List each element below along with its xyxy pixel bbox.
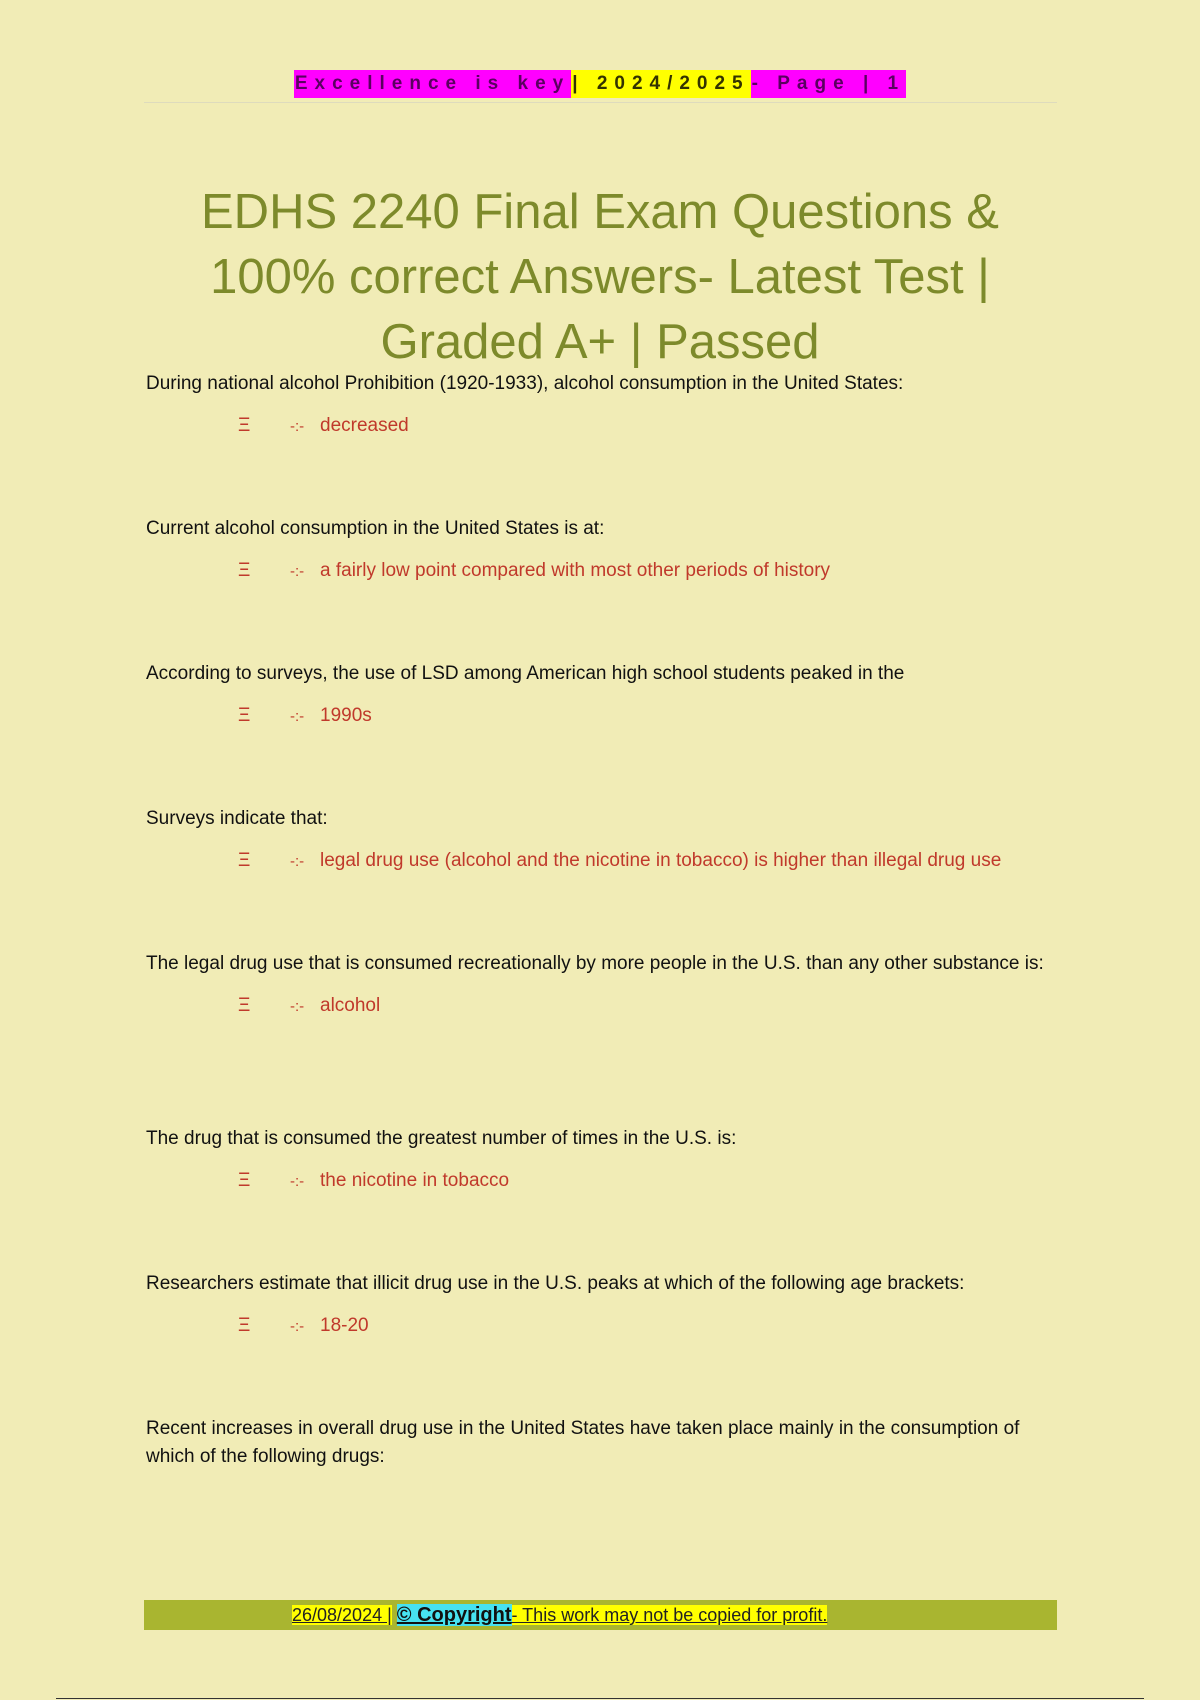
answer-marker-icon: Ξ — [238, 415, 251, 436]
page-bottom-divider — [56, 1698, 1144, 1699]
question-text: The legal drug use that is consumed recreationally by more people in the U.S. than any other substance is: — [146, 953, 1044, 974]
question-text: Researchers estimate that illicit drug use in the U.S. peaks at which of the following age brackets: — [146, 1273, 965, 1294]
footer-text — [292, 1601, 827, 1629]
question-text: According to surveys, the use of LSD among American high school students peaked in the — [146, 663, 905, 684]
answer-text: legal drug use (alcohol and the nicotine in tobacco) is higher than illegal drug use — [320, 850, 1002, 871]
answer-marker-icon: Ξ — [238, 1170, 251, 1191]
qa-item-2 — [146, 515, 1056, 586]
question-text: Current alcohol consumption in the United States is at: — [146, 518, 605, 539]
qa-item-5 — [146, 950, 1056, 1021]
question-text: Surveys indicate that: — [146, 808, 328, 829]
answer-row — [238, 992, 1056, 1021]
answer-marker-icon: Ξ — [238, 1315, 251, 1336]
qa-item-4 — [146, 805, 1056, 876]
answer-marker-icon: Ξ — [238, 560, 251, 581]
question-text: The drug that is consumed the greatest number of times in the U.S. is: — [146, 1128, 737, 1149]
answer-marker-icon: Ξ — [238, 705, 251, 726]
page-header — [0, 70, 1200, 98]
qa-item-8 — [146, 1415, 1056, 1471]
answer-row — [238, 847, 1056, 876]
document-title: EDHS 2240 Final Exam Questions & 100% correct Answers- Latest Test | Graded A+ | Passed — [201, 185, 999, 369]
question-text: Recent increases in overall drug use in the United States have taken place mainly in the consumption of which of the following drugs: — [146, 1418, 1020, 1467]
header-divider — [144, 102, 1057, 103]
answer-row — [238, 557, 1056, 586]
footer-copyright: © Copyright — [396, 1604, 512, 1626]
answer-marker-icon: Ξ — [238, 995, 251, 1016]
answer-text: 18-20 — [320, 1315, 369, 1336]
answer-prefix: -:- — [290, 708, 305, 725]
header-motto: Excellence is key — [294, 70, 571, 98]
answer-row — [238, 1312, 1056, 1341]
answer-row — [238, 412, 1056, 441]
qa-item-7 — [146, 1270, 1056, 1341]
answer-row — [238, 1167, 1056, 1196]
qa-item-1 — [146, 370, 1056, 441]
answer-prefix: -:- — [290, 853, 305, 870]
answer-marker-icon: Ξ — [238, 850, 251, 871]
answer-prefix: -:- — [290, 1318, 305, 1335]
answer-prefix: -:- — [290, 563, 305, 580]
answer-prefix: -:- — [290, 998, 305, 1015]
answer-text: alcohol — [320, 995, 381, 1016]
header-year: | 2024/2025 — [571, 70, 750, 98]
answer-prefix: -:- — [290, 418, 305, 435]
answer-text: decreased — [320, 415, 409, 436]
footer-note: - This work may not be copied for profit. — [511, 1605, 828, 1625]
question-text: During national alcohol Prohibition (1920-1933), alcohol consumption in the United States: — [146, 373, 904, 394]
header-page-number: - Page | 1 — [751, 70, 906, 98]
answer-text: 1990s — [320, 705, 372, 726]
answer-prefix: -:- — [290, 1173, 305, 1190]
footer-date: 26/08/2024 | — [292, 1605, 392, 1625]
answer-text: the nicotine in tobacco — [320, 1170, 510, 1191]
answer-row — [238, 702, 1056, 731]
qa-item-6 — [146, 1125, 1056, 1196]
qa-item-3 — [146, 660, 1056, 731]
answer-text: a fairly low point compared with most other periods of history — [320, 560, 831, 581]
